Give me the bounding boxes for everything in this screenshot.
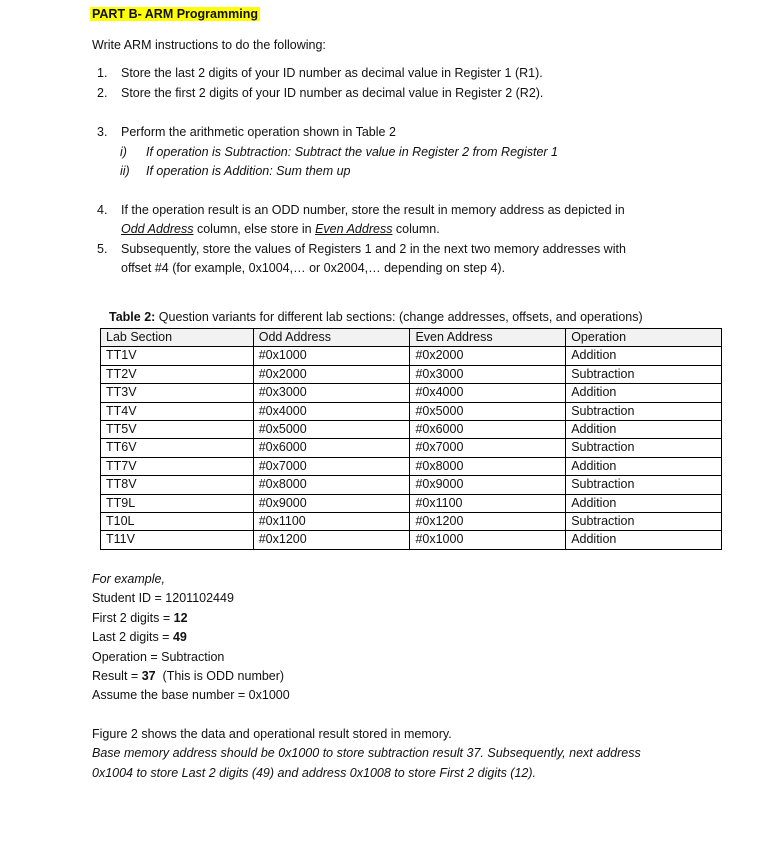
- table-cell: Subtraction: [566, 439, 722, 457]
- step-text: Perform the arithmetic operation shown in Table 2: [121, 125, 396, 139]
- example-last-digits: [92, 630, 187, 644]
- table-cell: #0x8000: [410, 457, 566, 475]
- table-cell: #0x1100: [410, 494, 566, 512]
- table-cell: TT3V: [101, 384, 254, 402]
- odd-address-ref: Odd Address: [121, 222, 194, 236]
- step-number: 5.: [97, 242, 108, 256]
- example-heading: For example,: [92, 572, 165, 586]
- table-cell: #0x3000: [253, 384, 410, 402]
- result-value: 37: [141, 669, 156, 683]
- example-base-number: Assume the base number = 0x1000: [92, 688, 290, 702]
- table-cell: Addition: [566, 457, 722, 475]
- table-cell: #0x5000: [253, 421, 410, 439]
- table-cell: Subtraction: [566, 402, 722, 420]
- table-cell: TT1V: [101, 347, 254, 365]
- table-cell: #0x1100: [253, 513, 410, 531]
- step-4-end-text: column.: [392, 222, 440, 236]
- table-caption-label: Table 2:: [109, 310, 156, 324]
- table-cell: Subtraction: [566, 476, 722, 494]
- step-1: [97, 66, 543, 80]
- step-2: [97, 86, 543, 100]
- table-row: [101, 347, 722, 365]
- step-4-continuation: [121, 222, 440, 236]
- table-row: [101, 439, 722, 457]
- column-header: Operation: [566, 329, 722, 347]
- table-cell: #0x2000: [253, 365, 410, 383]
- even-address-ref: Even Address: [315, 222, 393, 236]
- table-row: [101, 421, 722, 439]
- step-text: Store the first 2 digits of your ID number as decimal value in Register 2 (R2).: [121, 86, 544, 100]
- table-cell: #0x1000: [253, 347, 410, 365]
- table-cell: #0x7000: [410, 439, 566, 457]
- table-cell: #0x4000: [253, 402, 410, 420]
- table-row: [101, 513, 722, 531]
- section-title: PART B- ARM Programming: [92, 7, 258, 21]
- table-cell: #0x6000: [410, 421, 566, 439]
- substep-ii: [120, 164, 351, 178]
- table-cell: #0x9000: [410, 476, 566, 494]
- table-cell: #0x6000: [253, 439, 410, 457]
- substep-i: [120, 145, 558, 159]
- example-operation: Operation = Subtraction: [92, 650, 225, 664]
- table-cell: #0x7000: [253, 457, 410, 475]
- table-cell: T11V: [101, 531, 254, 549]
- table-cell: TT8V: [101, 476, 254, 494]
- table-cell: #0x1200: [410, 513, 566, 531]
- step-number: 2.: [97, 86, 108, 100]
- table-cell: #0x3000: [410, 365, 566, 383]
- table-cell: #0x5000: [410, 402, 566, 420]
- table-cell: Addition: [566, 384, 722, 402]
- column-header: Odd Address: [253, 329, 410, 347]
- step-text: Subsequently, store the values of Registers 1 and 2 in the next two memory addresses with: [121, 242, 626, 256]
- result-label: Result =: [92, 669, 142, 683]
- table-cell: Addition: [566, 531, 722, 549]
- result-note: (This is ODD number): [155, 669, 285, 683]
- figure-note-line-1: Base memory address should be 0x1000 to store subtraction result 37. Subsequently, next address: [92, 746, 641, 760]
- example-student-id: Student ID = 1201102449: [92, 591, 234, 605]
- table-cell: #0x1000: [410, 531, 566, 549]
- substep-text: If operation is Addition: Sum them up: [146, 164, 351, 178]
- table-header-row: [101, 329, 722, 347]
- table-row: [101, 384, 722, 402]
- column-header: Even Address: [410, 329, 566, 347]
- table-cell: #0x1200: [253, 531, 410, 549]
- table-caption-text: Question variants for different lab sections: (change addresses, offsets, and operations): [155, 310, 643, 324]
- substep-number: ii): [120, 164, 130, 178]
- table-row: [101, 402, 722, 420]
- table-row: [101, 365, 722, 383]
- step-text: Store the last 2 digits of your ID number as decimal value in Register 1 (R1).: [121, 66, 543, 80]
- table-cell: Addition: [566, 347, 722, 365]
- step-4-mid-text: column, else store in: [193, 222, 316, 236]
- table-caption: [109, 310, 643, 324]
- table-cell: #0x9000: [253, 494, 410, 512]
- table-cell: TT7V: [101, 457, 254, 475]
- table-cell: TT5V: [101, 421, 254, 439]
- table-row: [101, 476, 722, 494]
- substep-number: i): [120, 145, 127, 159]
- step-number: 4.: [97, 203, 108, 217]
- last-digits-value: 49: [172, 630, 187, 644]
- column-header: Lab Section: [101, 329, 254, 347]
- table-row: [101, 494, 722, 512]
- figure-note-line-2: 0x1004 to store Last 2 digits (49) and address 0x1008 to store First 2 digits (12).: [92, 766, 536, 780]
- table-cell: Addition: [566, 421, 722, 439]
- first-digits-value: 12: [173, 611, 188, 625]
- last-digits-label: Last 2 digits =: [92, 630, 173, 644]
- table-cell: TT6V: [101, 439, 254, 457]
- table-cell: Addition: [566, 494, 722, 512]
- variants-table: [100, 328, 722, 550]
- table-row: [101, 531, 722, 549]
- table-cell: #0x2000: [410, 347, 566, 365]
- step-4: [97, 203, 625, 217]
- substep-text: If operation is Subtraction: Subtract the value in Register 2 from Register 1: [146, 145, 559, 159]
- first-digits-label: First 2 digits =: [92, 611, 174, 625]
- table-cell: TT4V: [101, 402, 254, 420]
- step-3: [97, 125, 396, 139]
- table-cell: Subtraction: [566, 513, 722, 531]
- table-cell: #0x8000: [253, 476, 410, 494]
- example-result: [92, 669, 284, 683]
- table-cell: #0x4000: [410, 384, 566, 402]
- step-number: 3.: [97, 125, 108, 139]
- table-cell: TT2V: [101, 365, 254, 383]
- table-row: [101, 457, 722, 475]
- step-5: [97, 242, 626, 256]
- table-cell: T10L: [101, 513, 254, 531]
- step-text: If the operation result is an ODD number, store the result in memory address as depicted in: [121, 203, 625, 217]
- table-cell: TT9L: [101, 494, 254, 512]
- figure-description: Figure 2 shows the data and operational result stored in memory.: [92, 727, 452, 741]
- intro-text: Write ARM instructions to do the following:: [92, 38, 326, 52]
- step-5-continuation: offset #4 (for example, 0x1004,… or 0x2004,… depending on step 4).: [121, 261, 506, 275]
- example-first-digits: [92, 611, 188, 625]
- table-cell: Subtraction: [566, 365, 722, 383]
- step-number: 1.: [97, 66, 108, 80]
